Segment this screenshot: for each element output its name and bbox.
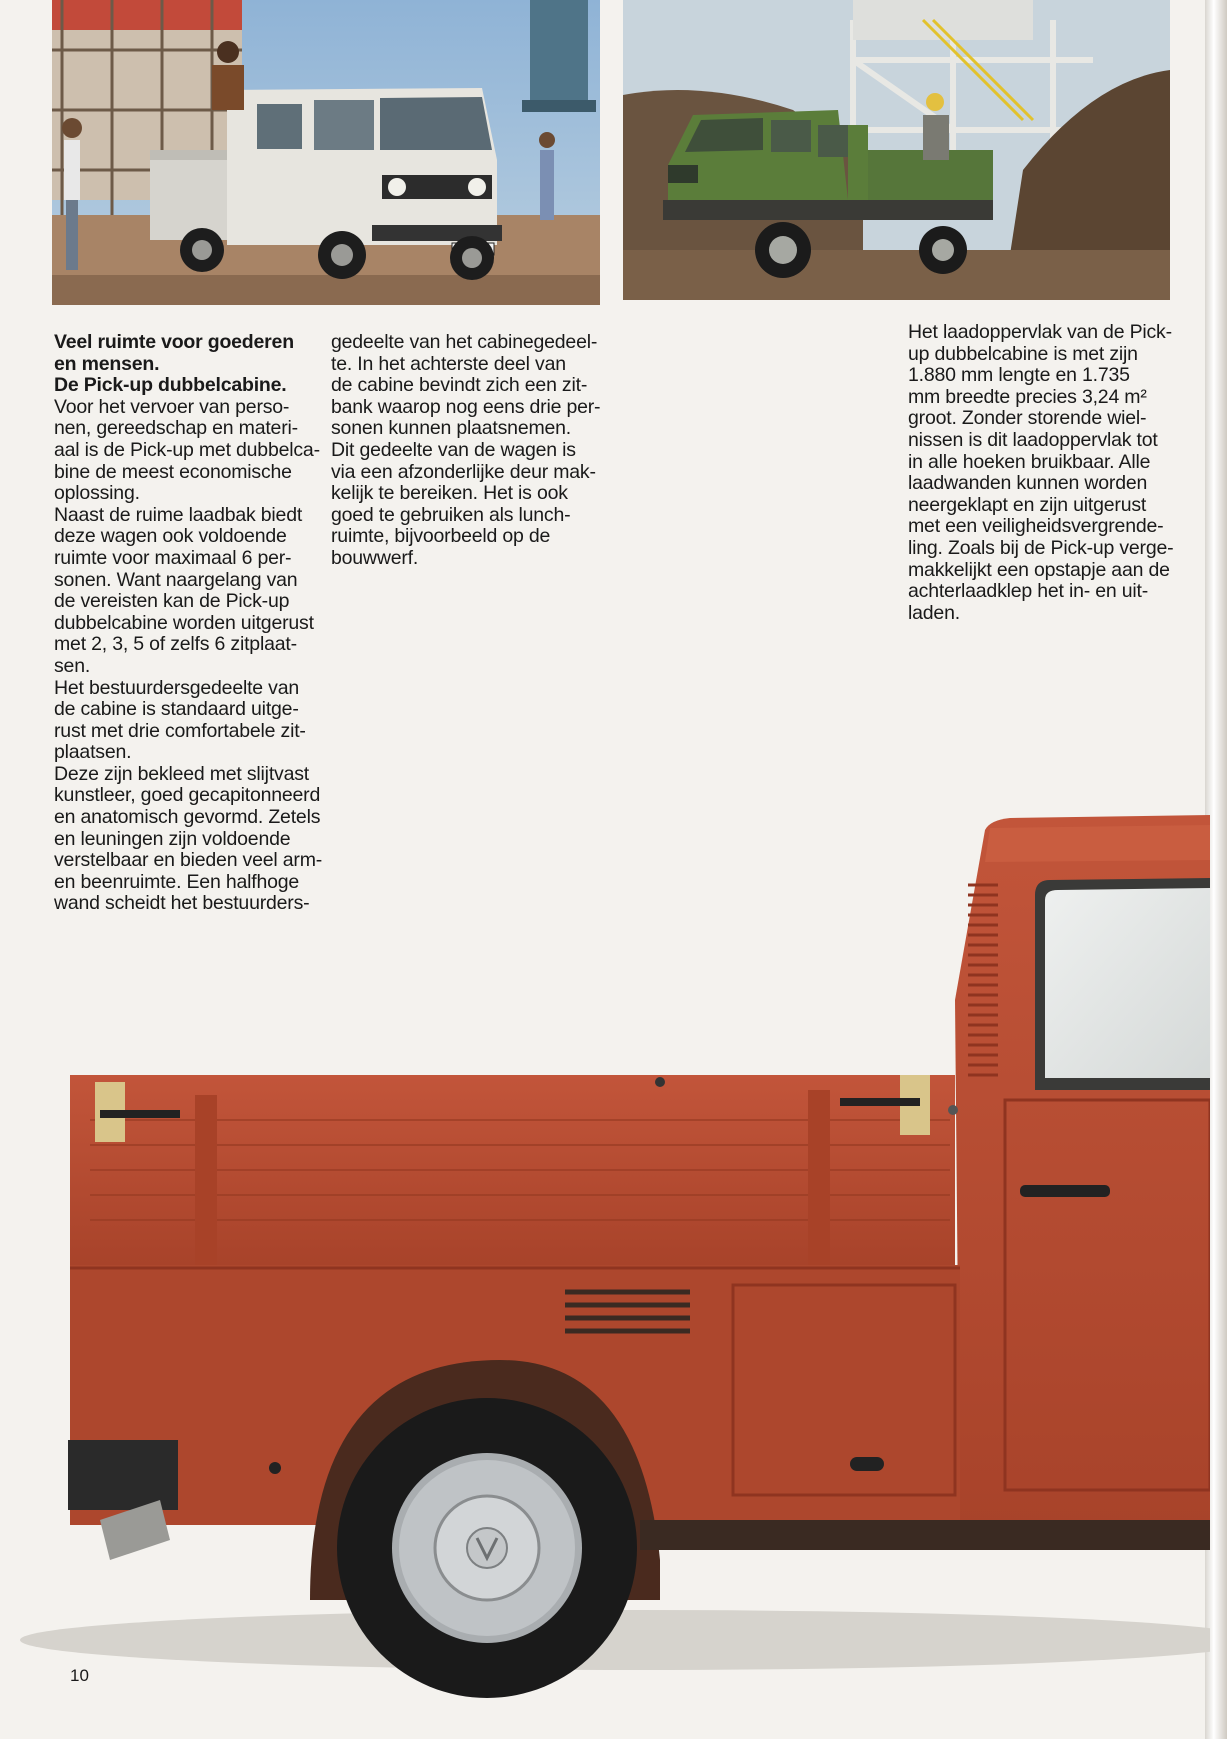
body-line: in alle hoeken bruikbaar. Alle bbox=[908, 450, 1151, 473]
body-line: laadwanden kunnen worden bbox=[908, 472, 1148, 495]
body-line: en anatomisch gevormd. Zetels bbox=[54, 806, 321, 829]
body-line: kelijk te bereiken. Het is ook bbox=[331, 482, 568, 505]
heading-line-2: en mensen. bbox=[54, 352, 160, 375]
body-line: neergeklapt en zijn uitgerust bbox=[908, 493, 1147, 516]
body-line: oplossing. bbox=[54, 482, 140, 505]
body-line: te. In het achterste deel van bbox=[331, 352, 566, 375]
body-line: met 2, 3, 5 of zelfs 6 zitplaat- bbox=[54, 633, 297, 656]
page-number: 10 bbox=[70, 1666, 89, 1685]
body-line: ling. Zoals bij de Pick-up verge- bbox=[908, 536, 1174, 559]
body-line: nen, gereedschap en materi- bbox=[54, 417, 298, 440]
body-line: laden. bbox=[908, 601, 960, 624]
body-line: Het laadoppervlak van de Pick- bbox=[908, 321, 1172, 343]
body-line: dubbelcabine worden uitgerust bbox=[54, 611, 314, 634]
body-line: bine de meest economische bbox=[54, 460, 292, 483]
body-line: deze wagen ook voldoende bbox=[54, 525, 287, 548]
body-line: kunstleer, goed gecapitonneerd bbox=[54, 784, 321, 807]
body-line: ruimte voor maximaal 6 per- bbox=[54, 546, 292, 569]
heading-line-3: De Pick-up dubbelcabine. bbox=[54, 374, 287, 397]
body-line: met een veiligheidsvergrende- bbox=[908, 515, 1164, 538]
body-line: nissen is dit laadoppervlak tot bbox=[908, 428, 1158, 451]
body-line: gedeelte van het cabinegedeel- bbox=[331, 331, 598, 353]
body-line: aal is de Pick-up met dubbelca- bbox=[54, 438, 320, 461]
photo-green-pickup-site bbox=[623, 0, 1170, 300]
body-line: en leuningen zijn voldoende bbox=[54, 827, 291, 850]
body-line: Dit gedeelte van de wagen is bbox=[331, 438, 576, 461]
body-line: goed te gebruiken als lunch- bbox=[331, 503, 571, 526]
body-line: makkelijkt een opstapje aan de bbox=[908, 558, 1170, 581]
body-line: sonen kunnen plaatsnemen. bbox=[331, 417, 572, 440]
red-pickup-truck-photo bbox=[0, 800, 1210, 1700]
body-line: mm breedte precies 3,24 m² bbox=[908, 385, 1147, 408]
heading-line-1: Veel ruimte voor goederen bbox=[54, 331, 294, 353]
body-line: bouwwerf. bbox=[331, 546, 419, 569]
body-line: verstelbaar en bieden veel arm- bbox=[54, 849, 323, 872]
text-column-3 bbox=[908, 322, 1190, 624]
body-line: wand scheidt het bestuurders- bbox=[54, 892, 310, 915]
body-line: plaatsen. bbox=[54, 741, 132, 764]
body-line: de cabine is standaard uitge- bbox=[54, 698, 299, 721]
body-line: Voor het vervoer van perso- bbox=[54, 395, 290, 418]
body-line: de cabine bevindt zich een zit- bbox=[331, 374, 588, 397]
body-line: Het bestuurdersgedeelte van bbox=[54, 676, 300, 699]
photo-white-pickup-construction bbox=[52, 0, 600, 305]
body-line: de vereisten kan de Pick-up bbox=[54, 590, 290, 613]
body-line: rust met drie comfortabele zit- bbox=[54, 719, 306, 742]
body-line: up dubbelcabine is met zijn bbox=[908, 342, 1138, 365]
body-line: 1.880 mm lengte en 1.735 bbox=[908, 364, 1130, 387]
body-line: groot. Zonder storende wiel- bbox=[908, 407, 1147, 430]
body-line: sen. bbox=[54, 654, 91, 677]
text-column-2 bbox=[331, 332, 621, 570]
body-line: achterlaadklep het in- en uit- bbox=[908, 580, 1149, 603]
body-line: en beenruimte. Een halfhoge bbox=[54, 870, 300, 893]
body-line: Deze zijn bekleed met slijtvast bbox=[54, 762, 309, 785]
body-line: ruimte, bijvoorbeeld op de bbox=[331, 525, 551, 548]
body-line: bank waarop nog eens drie per- bbox=[331, 395, 601, 418]
body-line: via een afzonderlijke deur mak- bbox=[331, 460, 596, 483]
body-line: Naast de ruime laadbak biedt bbox=[54, 503, 303, 526]
body-line: sonen. Want naargelang van bbox=[54, 568, 298, 591]
